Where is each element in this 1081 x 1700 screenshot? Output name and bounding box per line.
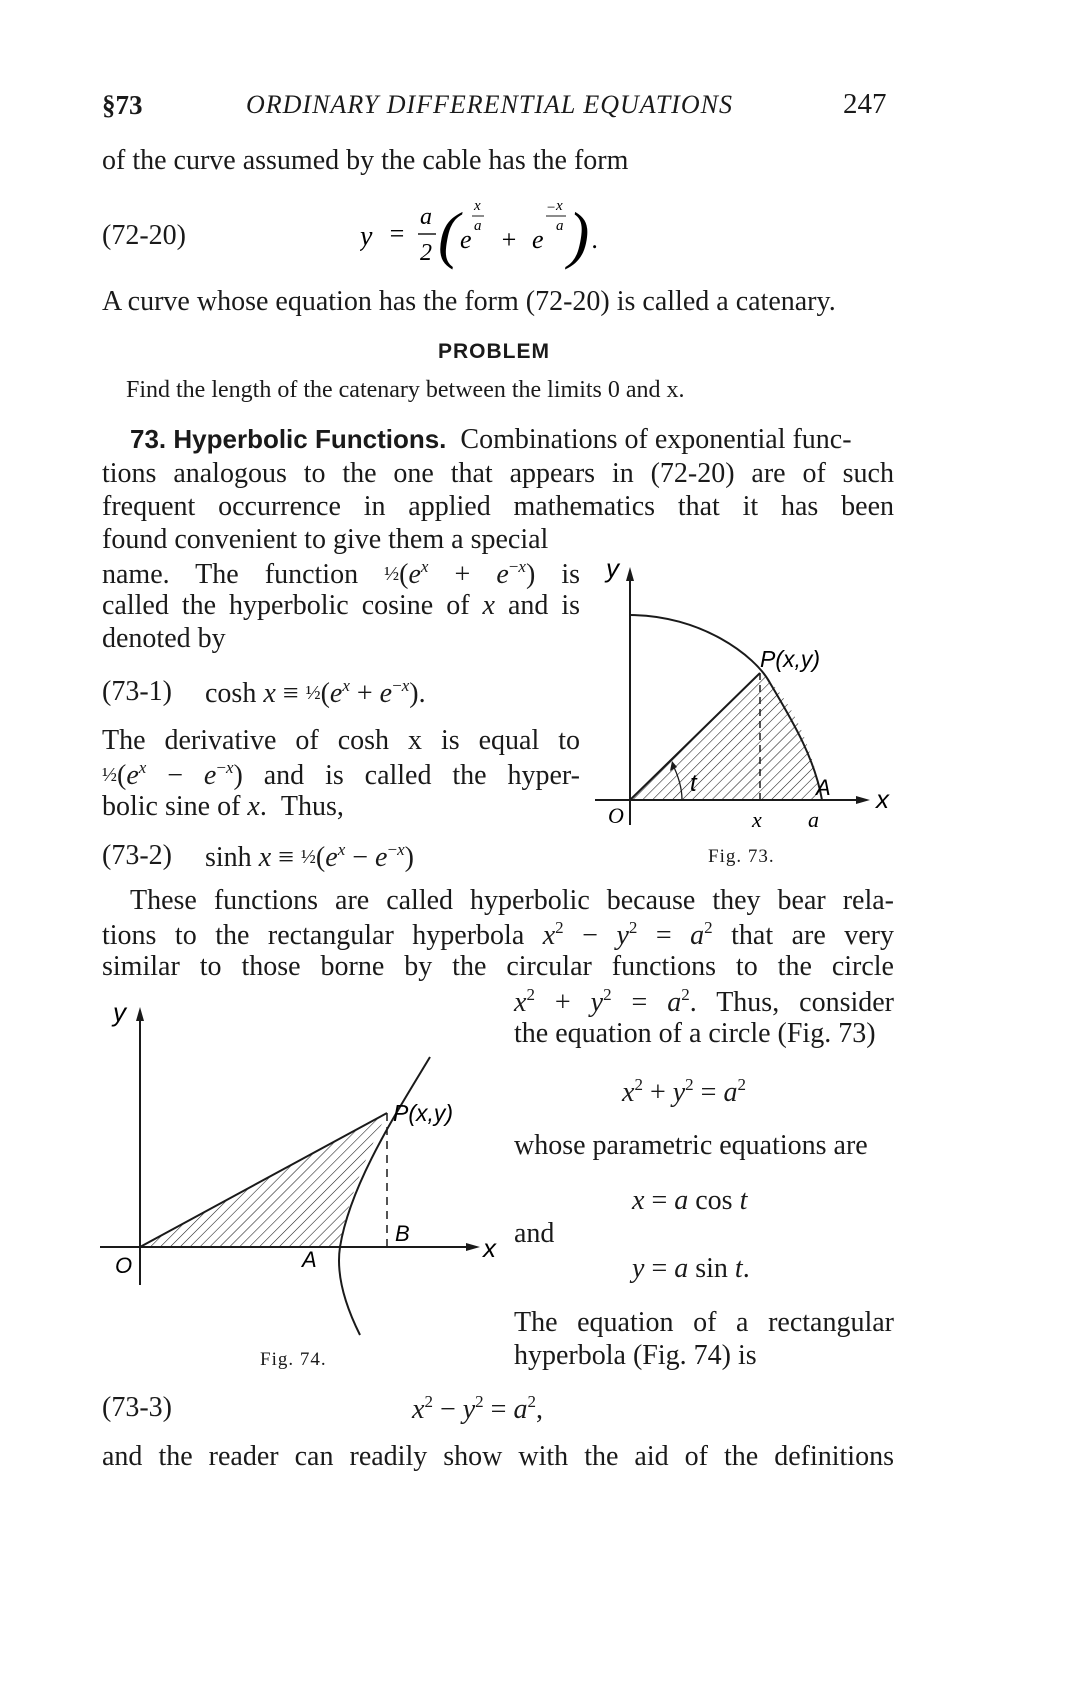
p1-line6: called the hyperbolic cosine of x and is: [102, 590, 581, 621]
fig74-label-A: A: [302, 1247, 317, 1272]
p2-line2: $\frac{1}{2}(e^x - e^{-x})$ and is called the hyper-: [102, 758, 581, 791]
eq-72-20: [360, 190, 620, 280]
eq-73-2: $\sinh x \equiv \frac{1}{2}(e^x - e^{-x})$: [205, 840, 414, 873]
fig73-label-A: A: [816, 775, 831, 800]
svg-text:x: x: [556, 198, 563, 214]
param-intro: whose parametric equations are: [514, 1130, 868, 1161]
problem-text: Find the length of the catenary between the limits 0 and x.: [126, 377, 685, 403]
svg-text:2: 2: [420, 240, 432, 266]
p1-line5: name. The function $\frac{1}{2}(e^x + e^{-x})$ is: [102, 557, 581, 590]
fig73-label-point: P(x,y): [760, 646, 821, 672]
and-word: and: [514, 1218, 555, 1249]
svg-text:=: =: [388, 219, 406, 248]
param-eq-y: y = a sin t.: [632, 1253, 750, 1284]
eq-73-3-label: (73-3): [102, 1392, 172, 1423]
p3-line4: $x^2 + y^2 = a^2$. Thus, consider: [514, 985, 895, 1018]
p1-line1: Combinations of exponential func-: [460, 424, 852, 455]
p2-line3: bolic sine of x. Thus,: [102, 791, 344, 822]
section-number: §73: [102, 90, 143, 120]
svg-text:a: a: [420, 204, 432, 230]
section-heading: 73. Hyperbolic Functions.: [130, 424, 447, 454]
p1-line2: tions analogous to the one that appears in (72-20) are of such: [102, 458, 894, 489]
svg-text:a: a: [556, 218, 564, 234]
p3-line3: similar to those borne by the circular functions to the circle: [102, 951, 894, 982]
p4-line2: hyperbola (Fig. 74) is: [514, 1340, 757, 1371]
fig73-sector: [630, 673, 822, 800]
fig74-label-point: P(x,y): [393, 1100, 454, 1126]
p3-line1: These functions are called hyperbolic because they bear rela-: [130, 885, 894, 916]
p3-line5: the equation of a circle (Fig. 73): [514, 1018, 876, 1049]
page-number: 247: [843, 88, 887, 120]
section-73-first-line: [130, 424, 894, 456]
figure-73: [590, 555, 910, 855]
p1-line7: denoted by: [102, 623, 226, 654]
fig73-caption: Fig. 73.: [708, 846, 775, 867]
intro-line: of the curve assumed by the cable has the form: [102, 145, 629, 176]
running-title: ORDINARY DIFFERENTIAL EQUATIONS: [246, 90, 733, 119]
circle-equation: $x^2 + y^2 = a^2$: [622, 1075, 746, 1108]
eq-73-3: $x^2 - y^2 = a^2$,: [412, 1392, 543, 1425]
fig74-hyperbola: [339, 1057, 430, 1335]
fig73-label-x-tick: x: [752, 807, 762, 832]
p1-line4: found convenient to give them a special: [102, 524, 549, 555]
svg-text:): ): [568, 199, 590, 270]
eq-73-1: $\cosh x \equiv \frac{1}{2}(e^x + e^{-x})$.: [205, 676, 426, 709]
fig73-label-origin: O: [608, 803, 624, 828]
svg-text:−: −: [546, 200, 557, 216]
eq-73-1-label: (73-1): [102, 676, 172, 707]
eq-73-2-label: (73-2): [102, 840, 172, 871]
p3-line2: tions to the rectangular hyperbola $x^2 - y^2 = a^2$ that are very: [102, 918, 895, 951]
fig74-label-origin: O: [115, 1253, 133, 1278]
svg-text:x: x: [474, 198, 481, 214]
p4-line1: The equation of a rectangular: [514, 1307, 894, 1338]
fig73-label-a-tick: a: [808, 807, 819, 832]
problem-heading: PROBLEM: [438, 340, 550, 363]
svg-text:a: a: [474, 218, 482, 234]
figure-74: [95, 995, 515, 1355]
param-eq-x: x = a cos t: [632, 1185, 748, 1216]
p2-line1: The derivative of cosh x is equal to: [102, 725, 580, 756]
p1-line3: frequent occurrence in applied mathematics that it has been: [102, 491, 894, 522]
fig73-label-x-axis: x: [876, 784, 889, 814]
fig74-label-x-axis: x: [483, 1233, 496, 1263]
catenary-sentence: A curve whose equation has the form (72-20) is called a catenary.: [102, 286, 836, 317]
fig73-label-t: t: [690, 770, 697, 797]
svg-text:e: e: [532, 225, 544, 254]
fig73-label-y: y: [606, 555, 619, 583]
eq-72-20-label: (72-20): [102, 220, 186, 251]
svg-text:.: .: [592, 225, 599, 254]
svg-text:+: +: [500, 225, 518, 254]
svg-text:y: y: [360, 221, 373, 252]
svg-text:e: e: [460, 225, 472, 254]
fig74-caption: Fig. 74.: [260, 1349, 327, 1370]
svg-text:(: (: [438, 199, 460, 270]
final-line: and the reader can readily show with the aid of the definitions: [102, 1441, 894, 1472]
fig74-label-y: y: [113, 997, 126, 1027]
fig74-label-B: B: [395, 1221, 410, 1246]
